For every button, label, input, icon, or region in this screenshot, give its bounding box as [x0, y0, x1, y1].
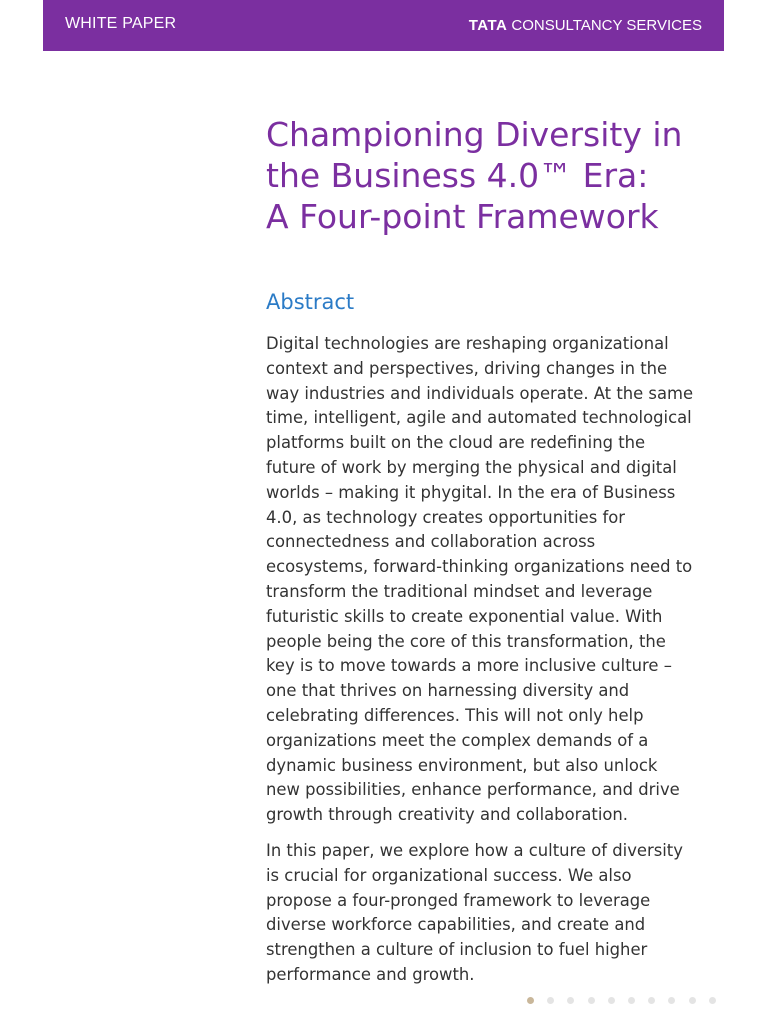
page-dot[interactable] — [608, 997, 615, 1004]
text-line: propose a four-pronged framework to leverage — [266, 890, 651, 910]
title-line: Championing Diversity in — [266, 115, 683, 154]
header-bar — [43, 0, 724, 51]
text-line: dynamic business environment, but also unlock — [266, 755, 658, 775]
text-line: ecosystems, forward-thinking organizations need to — [266, 557, 693, 577]
company-logo — [469, 17, 702, 34]
page-dot[interactable] — [648, 997, 655, 1004]
text-line: is crucial for organizational success. We also — [266, 865, 632, 885]
page-dot[interactable] — [547, 997, 554, 1004]
text-line: connectedness and collaboration across — [266, 532, 596, 552]
page-dot[interactable] — [668, 997, 675, 1004]
text-line: transform the traditional mindset and leverage — [266, 581, 653, 601]
text-line: strengthen a culture of inclusion to fuel higher — [266, 940, 648, 960]
document-type-label: WHITE PAPER — [65, 15, 177, 32]
text-line: one that thrives on harnessing diversity and — [266, 681, 630, 701]
page-dot[interactable] — [689, 997, 696, 1004]
page-indicator[interactable] — [527, 997, 716, 1004]
text-line: time, intelligent, agile and automated technological — [266, 408, 692, 428]
text-line: diverse workforce capabilities, and create and — [266, 915, 646, 935]
title-line: A Four-point Framework — [266, 197, 659, 236]
page-dot[interactable] — [567, 997, 574, 1004]
text-line: futuristic skills to create exponential value. With — [266, 606, 663, 626]
text-line: celebrating differences. This will not only help — [266, 705, 644, 725]
page-dot[interactable] — [628, 997, 635, 1004]
text-line: worlds – making it phygital. In the era of Business — [266, 482, 676, 502]
text-line: way industries and individuals operate. At the same — [266, 383, 694, 403]
company-name: CONSULTANCY SERVICES — [511, 17, 702, 34]
abstract-paragraph-1 — [266, 332, 734, 828]
text-line: In this paper, we explore how a culture of diversity — [266, 841, 683, 860]
abstract-paragraph-2 — [266, 839, 734, 988]
text-line: context and perspectives, driving changes in the — [266, 358, 668, 378]
page-dot[interactable] — [527, 997, 534, 1004]
abstract-heading: Abstract — [266, 290, 355, 314]
text-line: new possibilities, enhance performance, and drive — [266, 780, 680, 800]
text-line: organizations meet the complex demands of a — [266, 730, 649, 750]
brand-name: TATA — [468, 17, 508, 34]
page-dot[interactable] — [709, 997, 716, 1004]
text-line: key is to move towards a more inclusive culture – — [266, 656, 672, 676]
title-line: the Business 4.0™ Era: — [266, 156, 649, 195]
text-line: growth through creativity and collaboration. — [266, 805, 629, 825]
text-line: future of work by merging the physical and digital — [266, 457, 677, 477]
text-line: people being the core of this transformation, the — [266, 631, 666, 651]
text-line: 4.0, as technology creates opportunities for — [266, 507, 625, 527]
text-line: performance and growth. — [266, 964, 475, 984]
text-line: Digital technologies are reshaping organizational — [266, 334, 669, 353]
text-line: platforms built on the cloud are redefining the — [266, 433, 646, 453]
page-title — [266, 114, 736, 237]
page-dot[interactable] — [588, 997, 595, 1004]
